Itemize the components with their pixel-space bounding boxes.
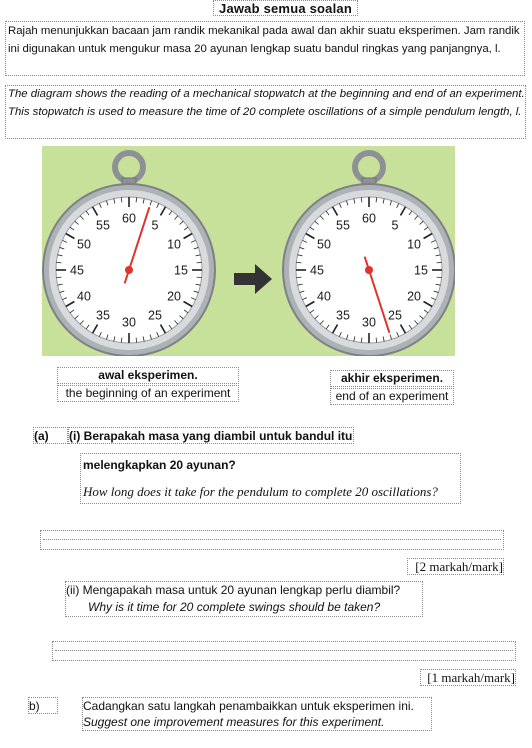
end-dial-number: 20 [407, 289, 421, 304]
end-tick [361, 197, 362, 202]
end-dial-number: 50 [317, 237, 331, 252]
start-tick [121, 197, 122, 202]
marks-a-i: [2 markah/mark] [407, 558, 504, 575]
end-ring [355, 153, 383, 181]
start-dial-number: 40 [77, 289, 91, 304]
end-dial-number: 60 [362, 211, 376, 226]
end-dial-number: 5 [391, 218, 399, 233]
intro-malay: Rajah menunjukkan bacaan jam randik mekanikal pada awal dan akhir suatu eksperimen. Jam randik ini digunakan untuk mengukur masa 20 ayunan lengkap suatu bandul ringkas yang panjangnya, l. [5, 21, 525, 76]
end-tick [361, 338, 362, 343]
end-dial-number: 25 [388, 308, 402, 323]
question-a-ii [65, 581, 423, 617]
question-a-label: (a) [33, 427, 68, 444]
start-dial-number: 25 [148, 308, 162, 323]
end-dial-number: 10 [407, 237, 421, 252]
answer-field-a-i[interactable] [40, 530, 504, 550]
end-dial-number: 15 [414, 263, 428, 278]
start-dial-number: 15 [174, 263, 188, 278]
start-dial-number: 50 [77, 237, 91, 252]
start-tick [197, 262, 202, 263]
start-tick [56, 262, 61, 263]
end-needle-hub [365, 266, 373, 274]
end-tick [296, 262, 301, 263]
right-arrow-icon [234, 264, 272, 294]
start-tick [197, 277, 202, 278]
caption-end-english: end of an experiment [330, 388, 454, 405]
end-tick [296, 277, 301, 278]
question-a-i-english: How long does it take for the pendulum to complete 20 oscillations? [83, 484, 438, 499]
question-a-ii-english: Why is it time for 20 complete swings should be taken? [88, 600, 381, 614]
start-dial-number: 5 [151, 218, 159, 233]
question-b-label: b) [28, 697, 58, 714]
answer-field-a-ii[interactable] [52, 641, 516, 661]
start-ring [115, 153, 143, 181]
end-tick [437, 277, 442, 278]
start-dial-number: 30 [122, 315, 136, 330]
end-dial-number: 40 [317, 289, 331, 304]
stopwatch-figure [42, 146, 455, 356]
start-dial-number: 55 [96, 218, 110, 233]
start-needle-hub [125, 266, 133, 274]
start-dial-number: 35 [96, 308, 110, 323]
question-b [82, 697, 432, 731]
end-dial-number: 55 [336, 218, 350, 233]
end-dial-number: 45 [310, 263, 324, 278]
start-dial-number: 60 [122, 211, 136, 226]
caption-end-malay: akhir eksperimen. [330, 370, 454, 387]
question-a-i-body [80, 453, 461, 504]
question-b-malay: Cadangkan satu langkah penambaikkan untuk eksperimen ini. [83, 699, 414, 713]
end-stopwatch [283, 153, 455, 356]
intro-english: The diagram shows the reading of a mechanical stopwatch at the beginning and end of an experiment. This stopwatch is used to measure the time of 20 complete oscillations of a simple pendulum length, l. [5, 85, 526, 139]
start-dial-number: 10 [167, 237, 181, 252]
end-dial-number: 30 [362, 315, 376, 330]
end-tick [437, 262, 442, 263]
start-stopwatch [43, 153, 215, 356]
start-tick [56, 277, 61, 278]
question-a-i-heading: (i) Berapakah masa yang diambil untuk bandul itu [69, 429, 353, 443]
question-a-i-malay: melengkapkan 20 ayunan? [83, 458, 236, 472]
marks-a-ii: [1 markah/mark] [420, 669, 516, 686]
stopwatch-diagram [42, 146, 455, 356]
caption-start-english: the beginning of an experiment [57, 385, 239, 402]
start-tick [121, 338, 122, 343]
question-a-ii-malay: (ii) Mengapakah masa untuk 20 ayunan lengkap perlu diambil? [66, 583, 401, 597]
end-tick [376, 197, 377, 202]
start-dial-number: 20 [167, 289, 181, 304]
start-tick [136, 338, 137, 343]
start-dial-number: 45 [70, 263, 84, 278]
end-tick [376, 338, 377, 343]
end-dial-number: 35 [336, 308, 350, 323]
caption-start-malay: awal eksperimen. [57, 367, 239, 384]
question-b-english: Suggest one improvement measures for this experiment. [83, 715, 385, 729]
start-tick [136, 197, 137, 202]
page-title: Jawab semua soalan [213, 0, 358, 16]
